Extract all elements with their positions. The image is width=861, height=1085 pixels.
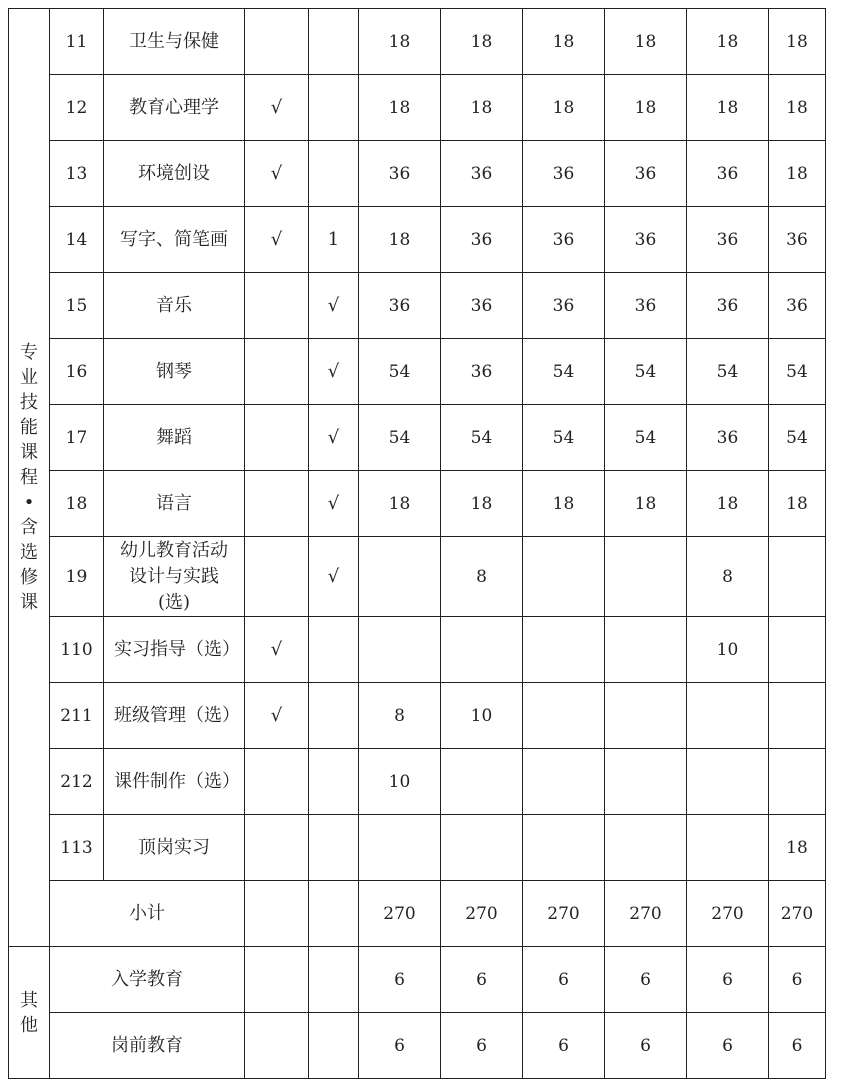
mark-a xyxy=(245,749,309,815)
mark-a: √ xyxy=(245,207,309,273)
mark-b: √ xyxy=(309,273,359,339)
course-name: 卫生与保健 xyxy=(104,9,245,75)
hours-value: 36 xyxy=(605,273,687,339)
course-name: 教育心理学 xyxy=(104,75,245,141)
hours-value: 10 xyxy=(441,683,523,749)
category-other: 其他 xyxy=(9,947,50,1079)
hours-value xyxy=(687,815,769,881)
hours-value: 36 xyxy=(687,207,769,273)
hours-value xyxy=(605,749,687,815)
category-major: 专业技能课程•含选修课 xyxy=(9,9,50,947)
hours-value: 18 xyxy=(441,9,523,75)
table-row xyxy=(9,75,826,141)
hours-value: 36 xyxy=(441,273,523,339)
empty-cell xyxy=(245,947,309,1013)
hours-value: 36 xyxy=(523,207,605,273)
hours-value xyxy=(769,537,826,617)
mark-b xyxy=(309,9,359,75)
hours-value xyxy=(769,683,826,749)
hours-value xyxy=(687,683,769,749)
course-name: 钢琴 xyxy=(104,339,245,405)
course-number: 12 xyxy=(50,75,104,141)
mark-b: √ xyxy=(309,405,359,471)
hours-value xyxy=(687,749,769,815)
course-number: 212 xyxy=(50,749,104,815)
hours-value: 6 xyxy=(523,1013,605,1079)
empty-cell xyxy=(309,947,359,1013)
subtotal-value: 270 xyxy=(687,881,769,947)
mark-a: √ xyxy=(245,683,309,749)
course-number: 13 xyxy=(50,141,104,207)
course-name: 岗前教育 xyxy=(50,1013,245,1079)
table-row xyxy=(9,815,826,881)
hours-value: 6 xyxy=(687,947,769,1013)
subtotal-value: 270 xyxy=(605,881,687,947)
course-number: 17 xyxy=(50,405,104,471)
hours-value xyxy=(769,617,826,683)
hours-value: 54 xyxy=(769,405,826,471)
hours-value: 54 xyxy=(605,405,687,471)
hours-value xyxy=(605,815,687,881)
hours-value: 18 xyxy=(687,471,769,537)
hours-value: 18 xyxy=(769,9,826,75)
hours-value xyxy=(605,683,687,749)
hours-value: 54 xyxy=(523,405,605,471)
mark-b: 1 xyxy=(309,207,359,273)
hours-value: 36 xyxy=(523,273,605,339)
hours-value: 36 xyxy=(687,273,769,339)
mark-b xyxy=(309,749,359,815)
hours-value: 54 xyxy=(769,339,826,405)
hours-value: 54 xyxy=(441,405,523,471)
hours-value xyxy=(359,617,441,683)
hours-value xyxy=(441,749,523,815)
subtotal-row xyxy=(9,881,826,947)
course-number: 14 xyxy=(50,207,104,273)
hours-value: 6 xyxy=(441,1013,523,1079)
hours-value: 18 xyxy=(769,815,826,881)
mark-b: √ xyxy=(309,339,359,405)
mark-a xyxy=(245,339,309,405)
course-number: 113 xyxy=(50,815,104,881)
hours-value: 18 xyxy=(441,75,523,141)
hours-value: 6 xyxy=(605,947,687,1013)
hours-value: 36 xyxy=(687,141,769,207)
subtotal-value: 270 xyxy=(441,881,523,947)
table-row xyxy=(9,749,826,815)
hours-value: 6 xyxy=(523,947,605,1013)
hours-value: 18 xyxy=(523,9,605,75)
empty-cell xyxy=(245,1013,309,1079)
hours-value: 6 xyxy=(769,1013,826,1079)
hours-value xyxy=(769,749,826,815)
hours-value xyxy=(523,617,605,683)
mark-a: √ xyxy=(245,617,309,683)
table-row xyxy=(9,1013,826,1079)
hours-value xyxy=(523,683,605,749)
table-row xyxy=(9,617,826,683)
mark-b xyxy=(309,75,359,141)
hours-value: 36 xyxy=(441,141,523,207)
mark-a xyxy=(245,537,309,617)
hours-value xyxy=(441,617,523,683)
mark-b xyxy=(309,141,359,207)
hours-value xyxy=(605,617,687,683)
empty-cell xyxy=(309,881,359,947)
hours-value: 18 xyxy=(687,9,769,75)
mark-b: √ xyxy=(309,471,359,537)
course-name: 舞蹈 xyxy=(104,405,245,471)
hours-value: 18 xyxy=(523,471,605,537)
hours-value xyxy=(359,815,441,881)
table-row xyxy=(9,339,826,405)
hours-value: 6 xyxy=(441,947,523,1013)
hours-value: 54 xyxy=(359,405,441,471)
hours-value: 18 xyxy=(359,471,441,537)
hours-value: 36 xyxy=(769,207,826,273)
course-name: 入学教育 xyxy=(50,947,245,1013)
hours-value: 8 xyxy=(441,537,523,617)
hours-value xyxy=(523,749,605,815)
course-number: 15 xyxy=(50,273,104,339)
mark-a xyxy=(245,9,309,75)
hours-value: 36 xyxy=(605,207,687,273)
table-body xyxy=(9,9,826,1079)
hours-value: 18 xyxy=(605,75,687,141)
hours-value: 36 xyxy=(359,273,441,339)
hours-value: 18 xyxy=(769,141,826,207)
mark-a: √ xyxy=(245,141,309,207)
course-number: 18 xyxy=(50,471,104,537)
hours-value: 6 xyxy=(359,947,441,1013)
mark-b xyxy=(309,815,359,881)
hours-value: 18 xyxy=(359,207,441,273)
hours-value: 6 xyxy=(769,947,826,1013)
hours-value xyxy=(441,815,523,881)
hours-value: 18 xyxy=(687,75,769,141)
course-name: 音乐 xyxy=(104,273,245,339)
table-row xyxy=(9,405,826,471)
hours-value: 6 xyxy=(605,1013,687,1079)
hours-value: 36 xyxy=(441,339,523,405)
hours-value: 10 xyxy=(359,749,441,815)
hours-value: 36 xyxy=(441,207,523,273)
mark-a xyxy=(245,405,309,471)
table-row xyxy=(9,273,826,339)
mark-b xyxy=(309,683,359,749)
hours-value: 18 xyxy=(769,471,826,537)
mark-b xyxy=(309,617,359,683)
hours-value: 36 xyxy=(605,141,687,207)
hours-value: 18 xyxy=(605,9,687,75)
empty-cell xyxy=(245,881,309,947)
hours-value: 18 xyxy=(769,75,826,141)
course-number: 16 xyxy=(50,339,104,405)
course-name: 班级管理（选） xyxy=(104,683,245,749)
hours-value xyxy=(523,815,605,881)
hours-value: 10 xyxy=(687,617,769,683)
course-number: 19 xyxy=(50,537,104,617)
table-row xyxy=(9,537,826,617)
subtotal-value: 270 xyxy=(769,881,826,947)
hours-value: 54 xyxy=(359,339,441,405)
empty-cell xyxy=(309,1013,359,1079)
hours-value: 18 xyxy=(441,471,523,537)
hours-value: 18 xyxy=(359,75,441,141)
course-name: 环境创设 xyxy=(104,141,245,207)
hours-value: 18 xyxy=(523,75,605,141)
mark-a: √ xyxy=(245,75,309,141)
mark-b: √ xyxy=(309,537,359,617)
hours-value: 36 xyxy=(523,141,605,207)
hours-value: 8 xyxy=(359,683,441,749)
hours-value: 18 xyxy=(605,471,687,537)
course-number: 211 xyxy=(50,683,104,749)
hours-value xyxy=(359,537,441,617)
hours-value: 6 xyxy=(687,1013,769,1079)
mark-a xyxy=(245,815,309,881)
course-number: 11 xyxy=(50,9,104,75)
course-name: 语言 xyxy=(104,471,245,537)
mark-a xyxy=(245,273,309,339)
hours-value xyxy=(523,537,605,617)
subtotal-value: 270 xyxy=(359,881,441,947)
course-name: 幼儿教育活动设计与实践(选) xyxy=(104,537,245,617)
table-row xyxy=(9,471,826,537)
course-name: 顶岗实习 xyxy=(104,815,245,881)
subtotal-value: 270 xyxy=(523,881,605,947)
hours-value: 36 xyxy=(687,405,769,471)
hours-value: 36 xyxy=(769,273,826,339)
hours-value: 54 xyxy=(605,339,687,405)
mark-a xyxy=(245,471,309,537)
table-row xyxy=(9,947,826,1013)
hours-value: 54 xyxy=(687,339,769,405)
hours-value: 8 xyxy=(687,537,769,617)
hours-value: 36 xyxy=(359,141,441,207)
subtotal-label: 小计 xyxy=(50,881,245,947)
table-row xyxy=(9,9,826,75)
course-hours-table xyxy=(8,8,826,1079)
hours-value: 6 xyxy=(359,1013,441,1079)
course-number: 110 xyxy=(50,617,104,683)
course-name: 实习指导（选） xyxy=(104,617,245,683)
table-row xyxy=(9,207,826,273)
course-name: 写字、简笔画 xyxy=(104,207,245,273)
hours-value xyxy=(605,537,687,617)
hours-value: 18 xyxy=(359,9,441,75)
table-row xyxy=(9,141,826,207)
table-row xyxy=(9,683,826,749)
course-name: 课件制作（选） xyxy=(104,749,245,815)
hours-value: 54 xyxy=(523,339,605,405)
